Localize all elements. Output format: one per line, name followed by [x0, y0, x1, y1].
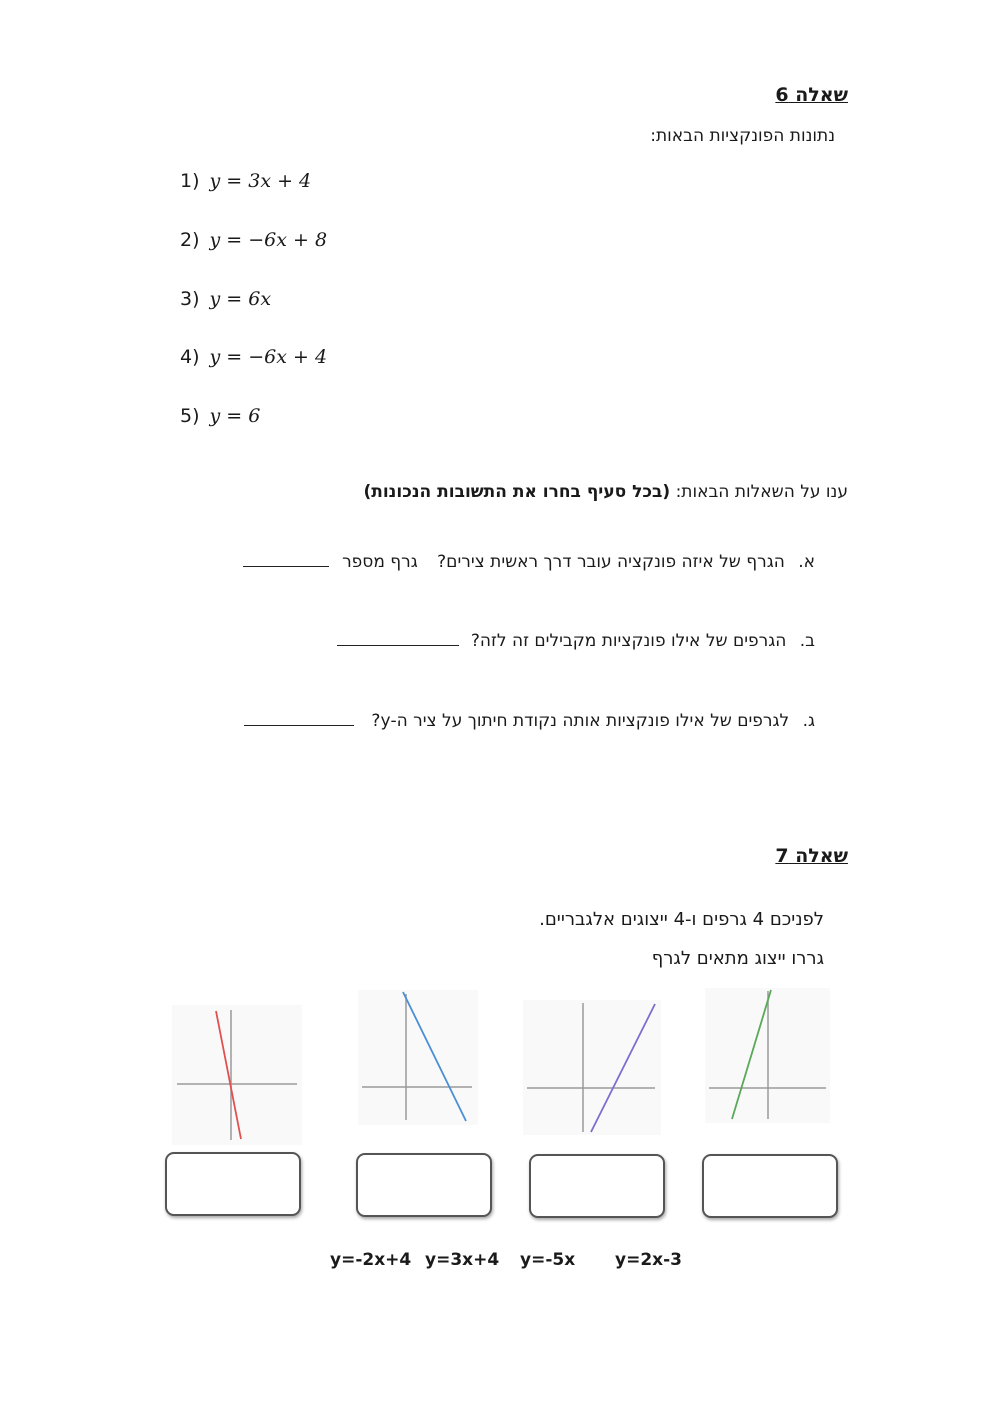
- function-item: [180, 288, 271, 310]
- question-a-label: א.: [798, 552, 815, 572]
- drop-box-2[interactable]: [356, 1153, 492, 1217]
- graph-1: [172, 1005, 302, 1145]
- graph-2-line: [403, 992, 466, 1121]
- function-number: 4): [180, 346, 200, 368]
- question-b-text: הגרפים של אילו פונקציות מקבילים זה לזה?: [470, 631, 787, 651]
- option-y-neg2x-plus4[interactable]: y=-2x+4: [330, 1250, 412, 1270]
- graph-3-line: [591, 1004, 655, 1132]
- drop-box-1[interactable]: [165, 1152, 301, 1216]
- instruction-bold: (בכל סעיף בחרו את התשובות הנכונות): [363, 482, 671, 502]
- question-b-label: ב.: [799, 631, 815, 651]
- function-expression: y = 6x: [209, 288, 272, 310]
- question-6-instruction: [363, 482, 848, 502]
- function-item: [180, 346, 327, 368]
- option-y-2x-minus3[interactable]: y=2x-3: [615, 1250, 683, 1270]
- question-a-suffix: גרף מספר: [342, 552, 418, 572]
- function-expression: y = 3x + 4: [209, 170, 312, 192]
- question-7-title: שאלה 7: [775, 845, 848, 867]
- question-6-title: שאלה 6: [775, 84, 848, 106]
- question-c-label: ג.: [802, 711, 815, 731]
- function-item: [180, 229, 327, 251]
- graph-3: [523, 1000, 661, 1135]
- function-item: [180, 170, 311, 192]
- question-a-text: הגרף של איזה פונקציה עובר דרך ראשית צירים?: [437, 552, 785, 572]
- question-6-intro: נתונות הפונקציות הבאות:: [650, 126, 835, 146]
- question-7-line1: לפניכם 4 גרפים ו-4 ייצוגים אלגבריים.: [539, 909, 824, 930]
- graph-4-line: [732, 990, 771, 1119]
- function-number: 5): [180, 405, 200, 427]
- question-7-line2: גררו ייצוג מתאים לגרף: [651, 948, 824, 969]
- function-number: 3): [180, 288, 200, 310]
- graph-2: [358, 990, 478, 1125]
- graph-1-line: [216, 1011, 241, 1139]
- question-c: [244, 711, 815, 731]
- graph-4: [705, 988, 830, 1123]
- function-number: 2): [180, 229, 200, 251]
- function-expression: y = −6x + 4: [209, 346, 328, 368]
- question-a: [243, 552, 815, 572]
- option-y-neg5x[interactable]: y=-5x: [520, 1250, 576, 1270]
- function-item: [180, 405, 260, 427]
- question-c-text: לגרפים של אילו פונקציות אותה נקודת חיתוך על ציר ה-y?: [371, 711, 790, 731]
- drop-box-4[interactable]: [702, 1154, 838, 1218]
- answer-a-blank[interactable]: [243, 552, 329, 567]
- drop-box-3[interactable]: [529, 1154, 665, 1218]
- option-y-3x-plus4[interactable]: y=3x+4: [425, 1250, 500, 1270]
- question-b: [337, 631, 815, 651]
- function-number: 1): [180, 170, 200, 192]
- answer-c-blank[interactable]: [244, 711, 354, 726]
- instruction-text: ענו על השאלות הבאות:: [675, 482, 848, 502]
- function-expression: y = −6x + 8: [209, 229, 328, 251]
- answer-b-blank[interactable]: [337, 631, 459, 646]
- function-expression: y = 6: [209, 405, 261, 427]
